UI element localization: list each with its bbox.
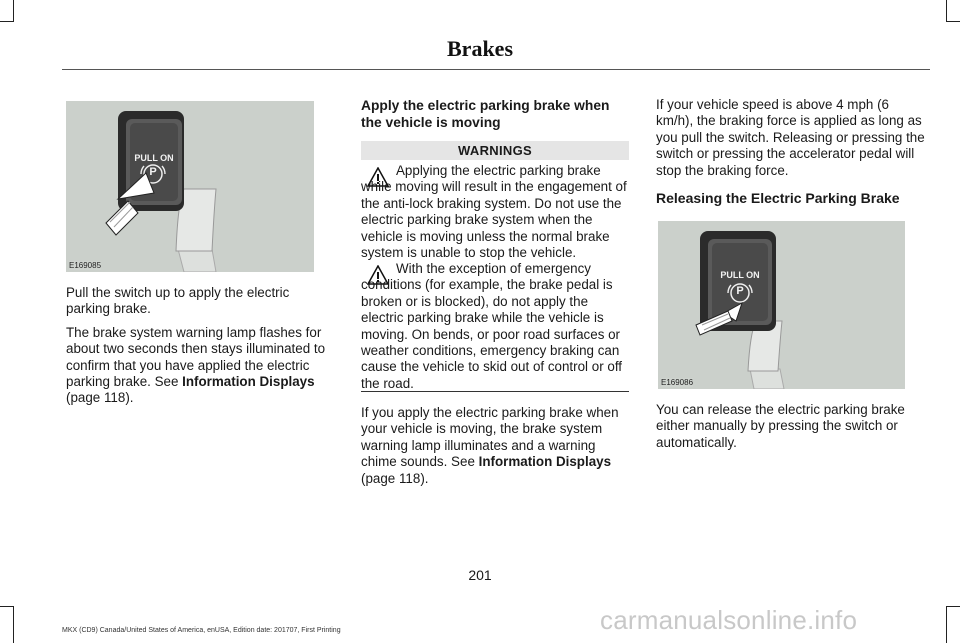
parking-brake-release-illustration: [658, 221, 905, 389]
left-column: [66, 285, 336, 407]
watermark: carmanualsonline.info: [600, 605, 858, 635]
page-number: 201: [468, 567, 492, 583]
crop-mark: [13, 0, 14, 22]
switch-label: PULL ON: [134, 153, 174, 163]
section-heading: Releasing the Electric Parking Brake: [656, 190, 900, 206]
right-paragraph: You can release the electric parking brake either manually by pressing the switch or automatically.: [656, 402, 905, 450]
parking-symbol: P: [149, 166, 157, 178]
paragraph: The brake system warning lamp flashes for about two seconds then stays illuminated to confirm that you have applied the electric parking brake. See Information Displays (page 118).: [66, 324, 326, 406]
figure-release-switch: [658, 221, 905, 389]
footer-edition: MKX (CD9) Canada/United States of America, enUSA, Edition date: 201707, First Printing: [62, 627, 341, 634]
cross-reference-link[interactable]: Information Displays: [478, 454, 612, 470]
header-rule: [62, 69, 930, 70]
warning-text: Applying the electric parking brake while moving will result in the engagement of the anti-lock braking system. Do not use the electric parking brake system when the vehicle is moving unless the normal brake system is unable to stop the vehicle.: [361, 163, 627, 261]
figure-code: E169085: [69, 261, 102, 270]
cross-reference-link[interactable]: Information Displays: [182, 374, 315, 390]
right-paragraph: If your vehicle speed is above 4 mph (6 km/h), the braking force is applied as long as you pull the switch. Releasing or pressing the switch or pressing the accelerator pedal will stop the braking force.: [656, 97, 925, 178]
crop-mark: [946, 606, 947, 643]
warnings-end-rule: [361, 391, 629, 392]
section-heading: Apply the electric parking brake when the vehicle is moving: [361, 98, 610, 130]
crop-mark: [946, 606, 960, 607]
crop-mark: [0, 21, 14, 22]
middle-paragraph: If you apply the electric parking brake when your vehicle is moving, the brake system warning lamp illuminates and a warning chime sounds. See Information Displays (page 118).: [361, 405, 619, 486]
figure-pull-switch: [66, 101, 314, 272]
warning-text: With the exception of emergency conditions (for example, the brake pedal is broken or is blocked), do not apply the electric parking brake while the vehicle is moving. On bends, or poor road surfaces or weather conditions, emergency braking can cause the vehicle to skid out of control or off the road.: [361, 261, 623, 391]
page-title: Brakes: [447, 36, 513, 61]
parking-symbol: P: [736, 285, 744, 297]
crop-mark: [946, 0, 947, 22]
crop-mark: [0, 606, 14, 607]
crop-mark: [13, 606, 14, 643]
warnings-header: WARNINGS: [361, 141, 629, 160]
crop-mark: [946, 21, 960, 22]
figure-code: E169086: [661, 378, 694, 387]
switch-label: PULL ON: [720, 270, 760, 280]
parking-brake-switch-illustration: [66, 101, 314, 272]
paragraph: Pull the switch up to apply the electric parking brake.: [66, 285, 290, 317]
